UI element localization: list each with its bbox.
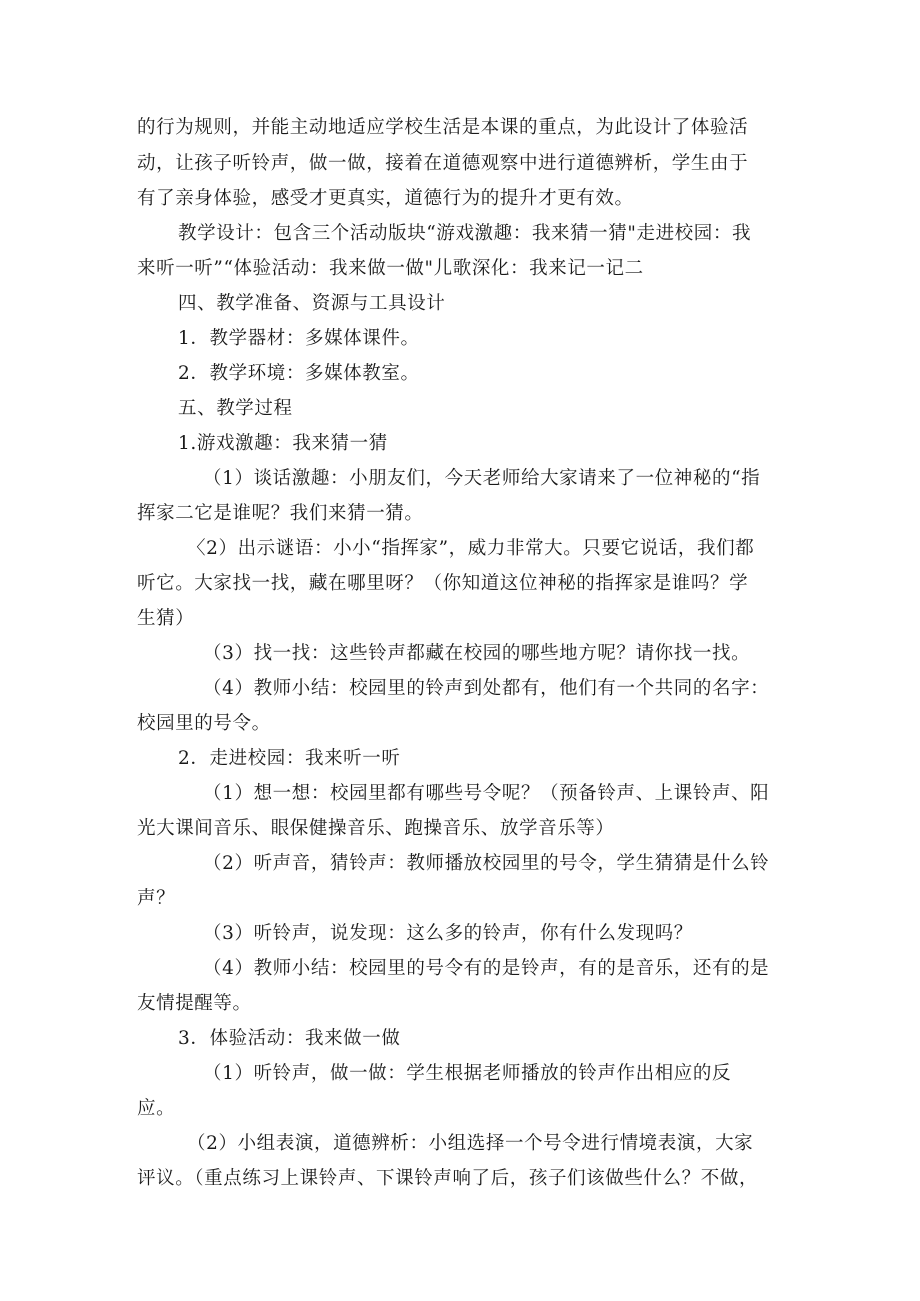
text-line: 教学设计：包含三个活动版块“游戏激趣：我来猜一猜"走进校园：我: [178, 223, 752, 244]
text-line: 2．教学环境：多媒体教室。: [178, 363, 420, 384]
text-line: 来听一听”“体验活动：我来做一做"儿歌深化：我来记一记二: [137, 258, 644, 279]
text-line: （1）谈话激趣：小朋友们，今天老师给大家请来了一位神秘的“指: [203, 468, 761, 489]
text-line: （2）听声音，猜铃声：教师播放校园里的号令，学生猜猜是什么铃: [203, 853, 770, 874]
text-line: （2）小组表演，道德辨析：小组选择一个号令进行情境表演，大家: [187, 1133, 754, 1154]
text-line: （1）听铃声，做一做：学生根据老师播放的铃声作出相应的反: [203, 1063, 732, 1084]
text-line: （4）教师小结：校园里的号令有的是铃声，有的是音乐，还有的是: [203, 958, 770, 979]
section-heading: 五、教学过程: [178, 398, 293, 419]
text-line: （4）教师小结：校园里的铃声到处都有，他们有一个共同的名字：: [203, 678, 770, 699]
text-line: （1）想一想：校园里都有哪些号令呢？（预备铃声、上课铃声、阳: [203, 783, 770, 804]
text-line: 挥家二它是谁呢？我们来猜一猜。: [137, 503, 424, 524]
text-line: 听它。大家找一找，藏在哪里呀？（你知道这位神秘的指挥家是谁吗？学: [137, 573, 749, 594]
text-line: （3）找一找：这些铃声都藏在校园的哪些地方呢？请你找一找。: [203, 643, 751, 664]
text-line: 生猜）: [137, 608, 195, 629]
text-line: 1．教学器材：多媒体课件。: [178, 328, 420, 349]
text-line: （3）听铃声，说发现：这么多的铃声，你有什么发现吗？: [203, 923, 693, 944]
text-line: 的行为规则，并能主动地适应学校生活是本课的重点，为此设计了体验活: [137, 117, 749, 138]
text-line: 应。: [137, 1098, 176, 1119]
text-line: 声？: [137, 888, 176, 909]
section-heading: 四、教学准备、资源与工具设计: [178, 293, 446, 314]
text-line: 有了亲身体验，感受才更真实，道德行为的提升才更有效。: [137, 188, 634, 209]
text-line: 动，让孩子听铃声，做一做，接着在道德观察中进行道德辨析，学生由于: [137, 153, 749, 174]
subsection-heading: 1.游戏激趣：我来猜一猜: [178, 433, 388, 454]
text-line: 校园里的号令。: [137, 713, 271, 734]
subsection-heading: 2．走进校园：我来听一听: [178, 748, 401, 769]
text-line: 光大课间音乐、眼保健操音乐、跑操音乐、放学音乐等）: [137, 818, 615, 839]
text-line: 友情提醒等。: [137, 993, 252, 1014]
text-line: 评议。（重点练习上课铃声、下课铃声响了后，孩子们该做些什么？不做，: [137, 1168, 759, 1189]
text-line: 〈2）出示谜语：小小“指挥家”，威力非常大。只要它说话，我们都: [187, 538, 755, 559]
subsection-heading: 3．体验活动：我来做一做: [178, 1028, 401, 1049]
